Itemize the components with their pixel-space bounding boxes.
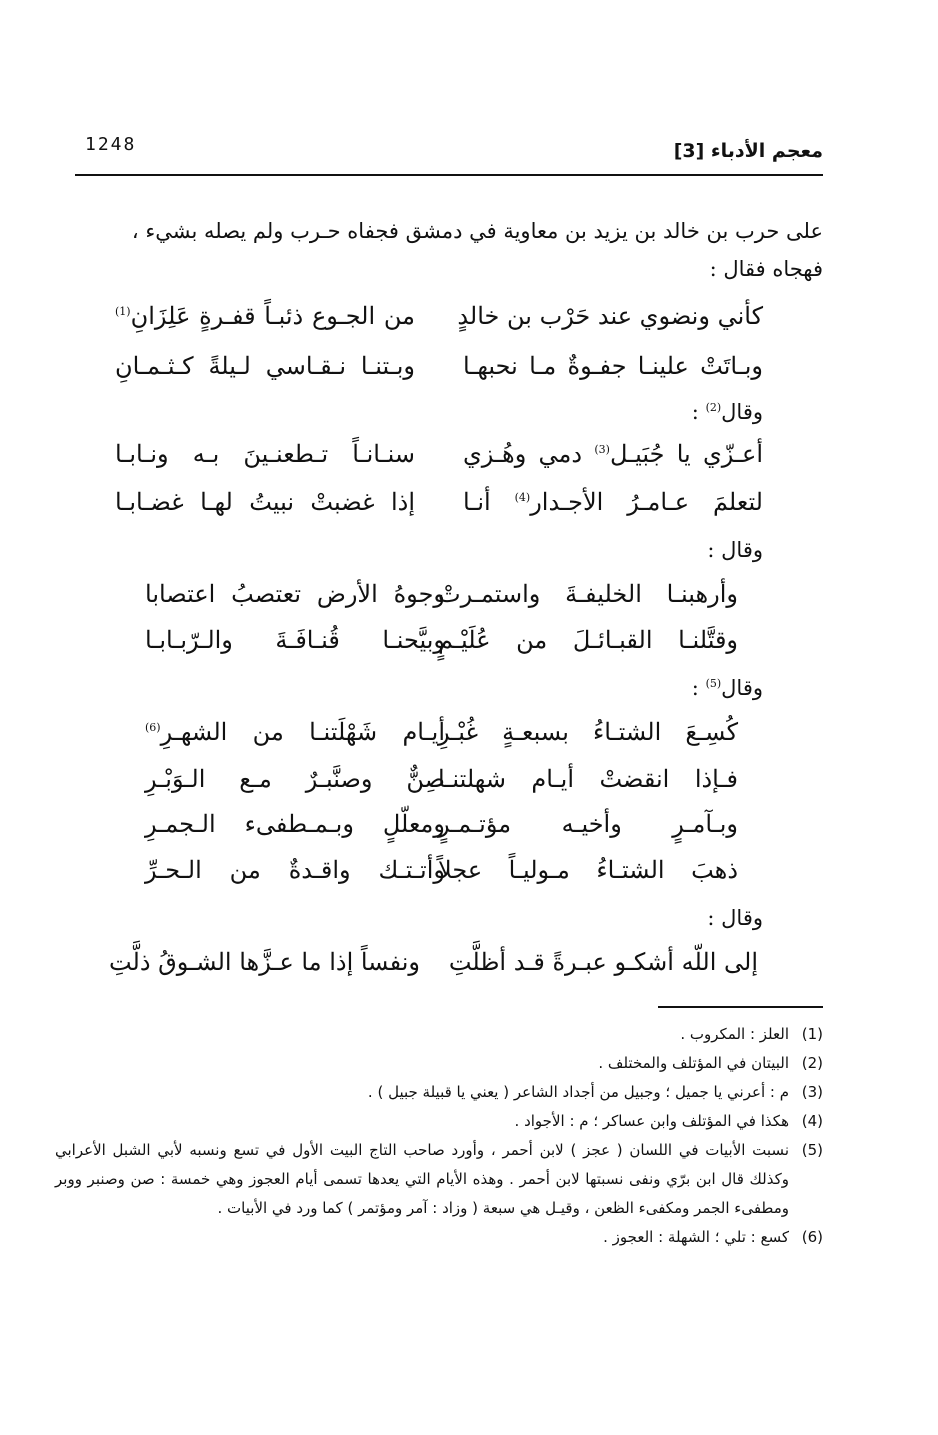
verse-1-first-hemistich: كأني ونضوي عند حَرْب بن خالدٍ xyxy=(457,302,763,330)
verse-7-second-hemistich xyxy=(145,718,445,746)
footnotes xyxy=(55,1020,823,1252)
verse-10-first-hemistich: ذهبَ الشتـاءُ مـوليـاً عجلاً xyxy=(438,856,738,884)
footnote-number: (3) xyxy=(801,1083,823,1101)
footnote-2 xyxy=(55,1049,823,1078)
footnote-text: هكذا في المؤتلف وابن عساكر ؛ م : الأجواد . xyxy=(514,1112,789,1130)
running-title: معجم الأدباء [3] xyxy=(673,140,823,162)
verse-8-second-hemistich: صِنٌّ وصنَّبـرٌ مـع الـوَبْـرِ xyxy=(145,765,445,793)
footnote-text: م : أعرني يا جميل ؛ وجبيل من أجداد الشاعر ( يعني يا قبيلة جبيل ) . xyxy=(367,1083,789,1101)
footnote-6 xyxy=(55,1223,823,1252)
verse-1-second-text: من الجـوع ذئبـاً قفـرةٍ عَلِزَانِ xyxy=(130,302,415,330)
intro-line-1: على حرب بن خالد بن يزيد بن معاوية في دمشق فجفاه حـرب ولم يصله بشيء ، xyxy=(131,219,823,243)
verse-5-first-hemistich: وأرهبنـا الخليفـةَ واستمـرتْ xyxy=(438,580,738,608)
verse-3-first-hemistich xyxy=(463,440,763,468)
verse-10-second-hemistich: وأتـتـك واقـدةٌ من الـحـرِّ xyxy=(145,856,445,884)
footnote-number: (4) xyxy=(801,1112,823,1130)
verse-6-second-hemistich: وبيَّحنـا قُنـافَـةَ والـرّبـابـا xyxy=(145,626,445,654)
verse-7 xyxy=(145,718,738,762)
footnote-text: نسبت الأبيات في اللسان ( عجز ) لابن أحمر ، وأورد صاحب التاج البيت الأول في تسع ونسبه لأبي الشبل الأعرابي وكذلك قال ابن برّي ونفى نسبتها لابن أحمر . وهذه الأيام التي يعدها تسمى أيام العجوز وهي خمسة : صن وصنبر ووبر ومطفىء الجمر ومكفىء الظعن ، وقيـل هي سبعة ( وزاد : آمر ومؤتمر ) كما ورد في الأبيات . xyxy=(55,1141,789,1217)
verse-3-second-hemistich: سنـانـاً تـطعنـينَ بـه ونـابـا xyxy=(115,440,415,468)
verse-2-first-hemistich: وبـاتَتْ علينـا جفـوةٌ مـا نحبهـا xyxy=(463,352,763,380)
verse-4 xyxy=(115,488,763,532)
verse-4-first-a: لتعلمَ عـامـرُ الأجـدار xyxy=(530,488,763,516)
qala-heading-4: وقال : xyxy=(707,906,763,930)
verse-3 xyxy=(115,440,763,484)
footnote-ref-5: (5) xyxy=(705,677,722,690)
verse-3-first-a: أعـزّي يا جُبَيـل xyxy=(609,440,763,468)
verse-3-first-b: دمي وهُـزي xyxy=(463,440,595,468)
intro-paragraph xyxy=(115,212,823,288)
page-number: 1248 xyxy=(85,134,137,155)
verse-11 xyxy=(108,948,758,992)
verse-8-first-hemistich: فـإذا انقضتْ أيـام شهلتنـا xyxy=(438,765,738,793)
verse-1 xyxy=(115,302,763,346)
verse-9-first-hemistich: وبـآمـرٍ وأخيـه مؤتـمـرٍ xyxy=(438,810,738,838)
qala-colon-1: : xyxy=(691,400,706,424)
verse-10 xyxy=(145,856,738,900)
verse-4-first-hemistich xyxy=(463,488,763,516)
verse-6 xyxy=(145,626,738,670)
qala-heading-1 xyxy=(692,400,763,424)
footnote-text: البيتان في المؤتلف والمختلف . xyxy=(598,1054,789,1072)
header-rule xyxy=(75,174,823,176)
footnote-number: (6) xyxy=(801,1228,823,1246)
verse-11-second-hemistich: ونفساً إذا ما عـزَّها الشـوقُ ذلَّتِ xyxy=(108,948,420,976)
verse-2-second-hemistich: وبـتنـا نـقـاسي لـيلةً كـثـمـانِ xyxy=(115,352,415,380)
verse-11-first-hemistich: إلى اللّه أشكـو عبـرةً قـد أظلَّتِ xyxy=(448,948,758,976)
footnote-ref-3: (3) xyxy=(594,443,610,456)
footnote-rule xyxy=(658,1006,823,1008)
footnote-ref-6: (6) xyxy=(145,721,161,734)
qala-heading-3 xyxy=(692,676,763,700)
verse-5-second-hemistich: وجوهُ الأرض تعتصبُ اعتصابا xyxy=(145,580,445,608)
footnote-3 xyxy=(55,1078,823,1107)
verse-4-first-b: أنـا xyxy=(463,488,515,516)
intro-line-2: فهجاه فقال : xyxy=(709,257,823,281)
footnote-number: (5) xyxy=(801,1141,823,1159)
verse-7-first-hemistich: كُسِـعَ الشتـاءُ بسبعـةٍ غُبْـرِ xyxy=(438,718,738,746)
footnote-ref-2: (2) xyxy=(705,401,722,414)
verse-5 xyxy=(145,580,738,624)
verse-6-first-hemistich: وقتَّلنـا القبـائـلَ من عُلَيْـمٍ xyxy=(438,626,738,654)
footnote-ref-1: (1) xyxy=(115,305,131,318)
verse-9-second-hemistich: ومعلّلٍ وبـمـطفىء الـجمـرِ xyxy=(145,810,445,838)
qala-label-3: وقال xyxy=(721,676,763,700)
footnote-ref-4: (4) xyxy=(514,491,531,504)
footnote-number: (2) xyxy=(801,1054,823,1072)
verse-2 xyxy=(115,352,763,396)
qala-colon-3: : xyxy=(691,676,706,700)
footnote-text: كسع : تلي ؛ الشهلة : العجوز . xyxy=(603,1228,789,1246)
footnote-4 xyxy=(55,1107,823,1136)
footnote-5 xyxy=(55,1136,823,1223)
verse-7-second-text: أيـام شَهْلَتنـا من الشهـرِ xyxy=(160,718,445,746)
verse-4-second-hemistich: إذا غضبتْ نبيتُ لهـا غضـابـا xyxy=(115,488,415,516)
qala-label-1: وقال xyxy=(721,400,763,424)
footnote-1 xyxy=(55,1020,823,1049)
footnote-text: العلز : المكروب . xyxy=(680,1025,789,1043)
verse-9 xyxy=(145,810,738,854)
qala-heading-2: وقال : xyxy=(707,538,763,562)
verse-1-second-hemistich xyxy=(115,302,415,330)
footnote-number: (1) xyxy=(801,1025,823,1043)
verse-8 xyxy=(145,765,738,809)
